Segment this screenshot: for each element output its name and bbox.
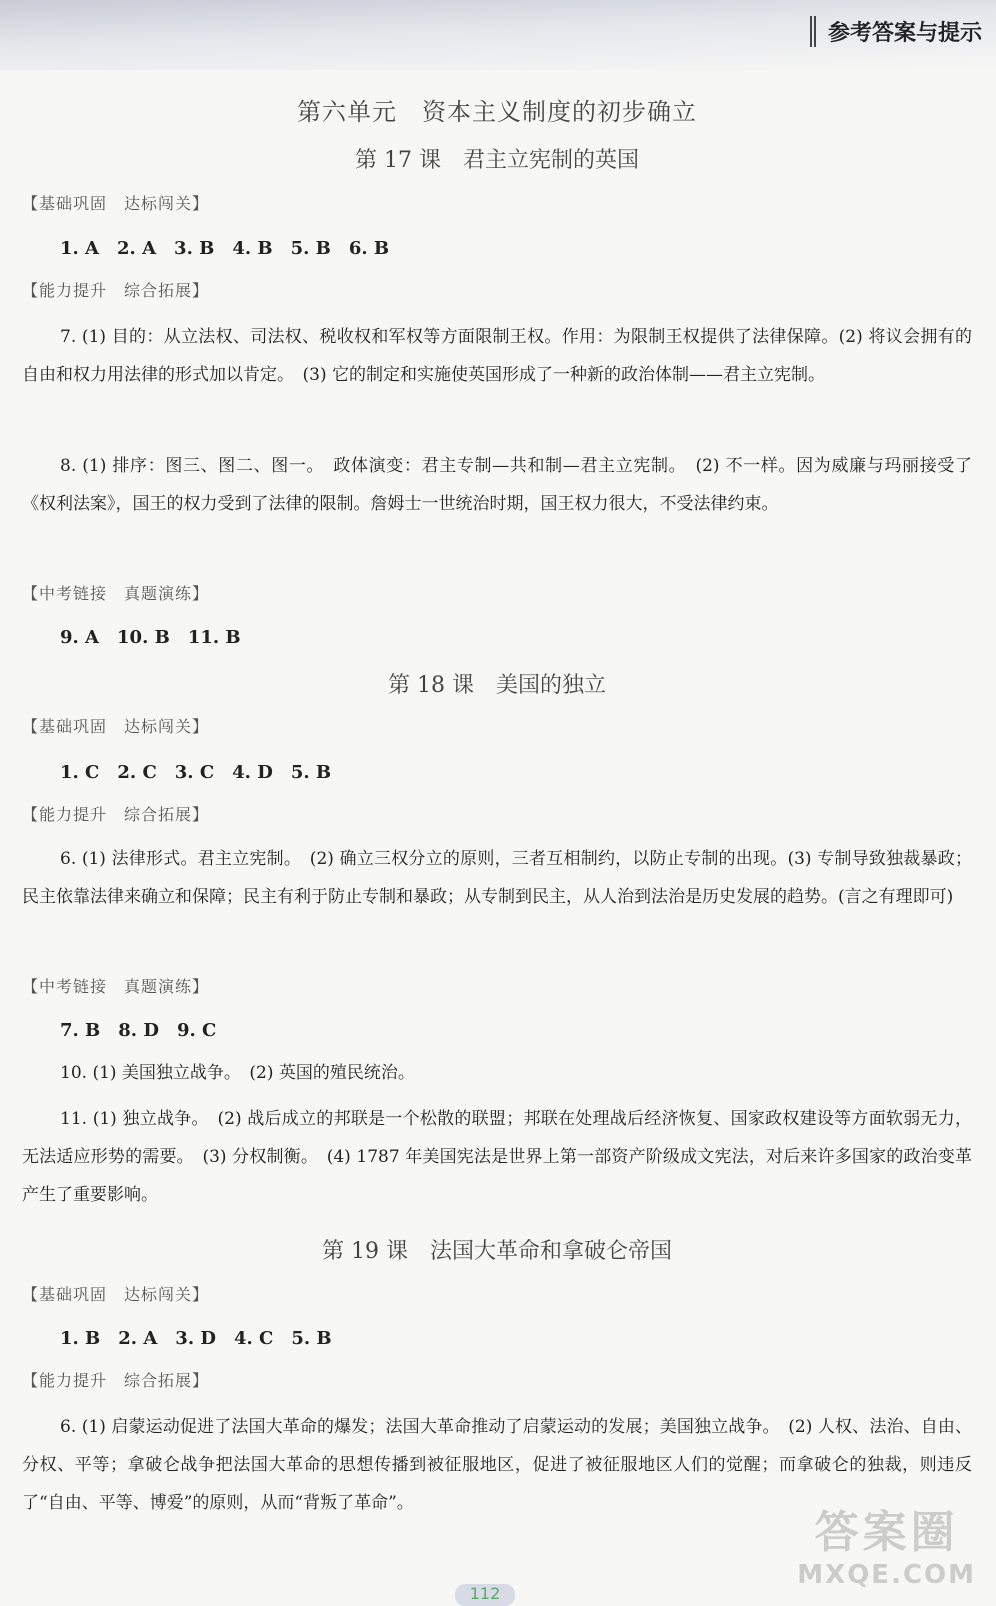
section-ability: 【能力提升 综合拓展】 <box>22 281 210 300</box>
section-basic: 【基础巩固 达标闯关】 <box>22 717 210 736</box>
page-number: 112 <box>455 1584 515 1606</box>
header-title: 参考答案与提示 <box>810 16 982 47</box>
lesson-18-title: 第 18 课 美国的独立 <box>388 673 606 698</box>
watermark-line2: MXQE.COM <box>797 1560 976 1590</box>
watermark <box>797 1496 976 1590</box>
lesson-17-title: 第 17 课 君主立宪制的英国 <box>355 148 639 173</box>
answers-basic: 1. A 2. A 3. B 4. B 5. B 6. B <box>60 238 390 259</box>
answers-basic: 1. B 2. A 3. D 4. C 5. B <box>60 1328 332 1349</box>
section-basic: 【基础巩固 达标闯关】 <box>22 194 210 213</box>
answers-exam: 9. A 10. B 11. B <box>60 627 241 648</box>
answer-q10: 10. (1) 美国独立战争。 (2) 英国的殖民统治。 <box>60 1063 415 1083</box>
watermark-line1: 答案圈 <box>814 1507 959 1558</box>
answer-q6: 6. (1) 法律形式。君主立宪制。 (2) 确立三权分立的原则，三者互相制约，以防止专制的出现。(3) 专制导致独裁暴政；民主依靠法律来确立和保障；民主有利于防止专制和暴政；从专制到民主，从人治到法治是历史发展的趋势。(言之有理即可) <box>22 849 972 907</box>
section-exam: 【中考链接 真题演练】 <box>22 977 210 996</box>
answer-q8: 8. (1) 排序：图三、图二、图一。 政体演变：君主专制—共和制—君主立宪制。 (2) 不一样。因为威廉与玛丽接受了《权利法案》，国王的权力受到了法律的限制。詹姆士一世统治时期，国王权力很大，不受法律约束。 <box>22 456 972 514</box>
section-basic: 【基础巩固 达标闯关】 <box>22 1285 210 1304</box>
unit-title: 第六单元 资本主义制度的初步确立 <box>297 98 697 126</box>
section-ability: 【能力提升 综合拓展】 <box>22 1371 210 1390</box>
answers-basic: 1. C 2. C 3. C 4. D 5. B <box>60 762 332 783</box>
answer-q7: 7. (1) 目的：从立法权、司法权、税收权和军权等方面限制王权。作用：为限制王权提供了法律保障。(2) 将议会拥有的自由和权力用法律的形式加以肯定。 (3) 它的制定和实施使英国形成了一种新的政治体制——君主立宪制。 <box>22 327 972 385</box>
section-ability: 【能力提升 综合拓展】 <box>22 805 210 824</box>
lesson-19-title: 第 19 课 法国大革命和拿破仑帝国 <box>322 1239 672 1264</box>
answers-exam: 7. B 8. D 9. C <box>60 1020 217 1041</box>
answer-q11: 11. (1) 独立战争。 (2) 战后成立的邦联是一个松散的联盟；邦联在处理战后经济恢复、国家政权建设等方面软弱无力，无法适应形势的需要。 (3) 分权制衡。 (4) 1787 年美国宪法是世界上第一部资产阶级成文宪法，对后来许多国家的政治变革产生了重要影响。 <box>22 1109 972 1205</box>
answer-q6: 6. (1) 启蒙运动促进了法国大革命的爆发；法国大革命推动了启蒙运动的发展；美国独立战争。 (2) 人权、法治、自由、分权、平等；拿破仑战争把法国大革命的思想传播到被征服地区，促进了被征服地区人们的觉醒；而拿破仑的独裁，则违反了“自由、平等、博爱”的原则，从而“背叛了革命”。 <box>22 1417 972 1513</box>
section-exam: 【中考链接 真题演练】 <box>22 584 210 603</box>
